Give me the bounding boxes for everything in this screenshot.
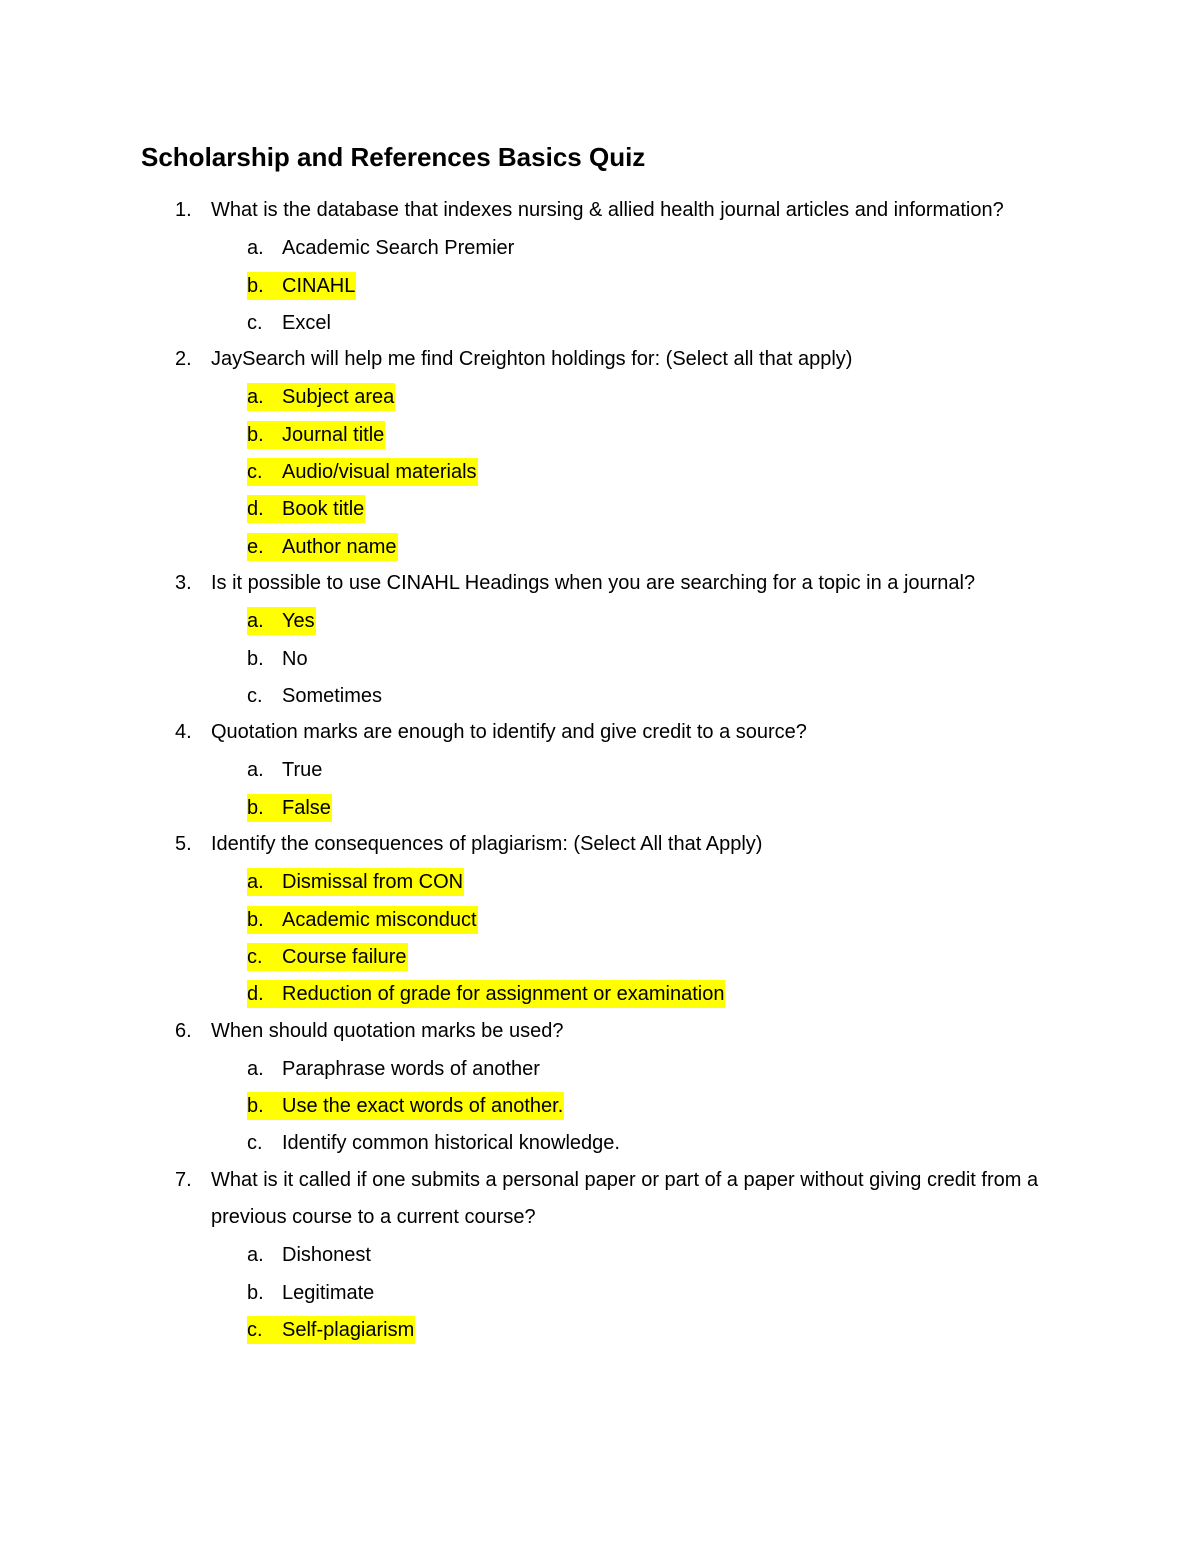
option-letter: a. (247, 871, 264, 894)
question-4 (0, 714, 1200, 826)
answer-option-highlighted (0, 490, 1200, 527)
question-5 (0, 826, 1200, 1012)
answer-option (0, 1050, 1200, 1087)
answer-option-highlighted (0, 863, 1200, 900)
option-text: Sometimes (282, 684, 383, 707)
question-prompt: JaySearch will help me find Creighton holdings for: (Select all that apply) (211, 348, 853, 371)
option-text: True (282, 759, 323, 782)
option-content (247, 1316, 415, 1344)
option-letter: b. (247, 274, 264, 297)
option-text: Book title (282, 498, 365, 521)
answer-option (0, 229, 1200, 266)
answer-option-highlighted (0, 975, 1200, 1012)
answer-option (0, 640, 1200, 677)
option-content (247, 682, 383, 710)
question-prompt: Is it possible to use CINAHL Headings when you are searching for a topic in a journal? (211, 571, 976, 594)
option-letter: b. (247, 423, 264, 446)
question-prompt: When should quotation marks be used? (211, 1019, 564, 1042)
option-letter: b. (247, 647, 264, 670)
option-content (247, 645, 309, 673)
option-text: Journal title (282, 423, 385, 446)
option-text: Author name (282, 535, 397, 558)
option-text: Reduction of grade for assignment or examination (282, 983, 725, 1006)
option-letter: a. (247, 237, 264, 260)
answer-options (0, 229, 1200, 341)
option-content (247, 309, 332, 337)
option-content (247, 1279, 375, 1307)
option-text: Legitimate (282, 1281, 375, 1304)
answer-options (0, 751, 1200, 826)
question-prompt: What is it called if one submits a personal paper or part of a paper without giving credit from a previous course to a current course? (211, 1168, 1039, 1229)
option-letter: b. (247, 908, 264, 931)
quiz-title: Scholarship and References Basics Quiz (141, 142, 646, 172)
option-content (247, 943, 408, 971)
option-text: Audio/visual materials (282, 461, 477, 484)
option-content (247, 906, 478, 934)
answer-option-highlighted (0, 1087, 1200, 1124)
option-text: Subject area (282, 386, 395, 409)
option-content (247, 1241, 372, 1269)
option-text: No (282, 647, 308, 670)
option-content (247, 1055, 541, 1083)
question-number: 1. (175, 199, 192, 221)
question-7 (0, 1162, 1200, 1348)
question-text (0, 565, 1051, 602)
option-text: Academic misconduct (282, 908, 477, 931)
answer-option (0, 677, 1200, 714)
option-content (247, 234, 515, 262)
answer-option (0, 1236, 1200, 1273)
question-1 (0, 192, 1200, 341)
option-text: Excel (282, 311, 331, 334)
option-text: Yes (282, 610, 315, 633)
option-text: Dismissal from CON (282, 871, 464, 894)
option-text: Use the exact words of another. (282, 1095, 564, 1118)
option-letter: a. (247, 610, 264, 633)
question-number: 6. (175, 1019, 192, 1042)
option-letter: a. (247, 1244, 264, 1267)
option-letter: b. (247, 1095, 264, 1118)
option-text: Course failure (282, 945, 407, 968)
option-letter: e. (247, 535, 264, 558)
question-text (0, 341, 1051, 378)
question-prompt: Quotation marks are enough to identify and give credit to a source? (211, 721, 807, 744)
option-content (247, 868, 464, 896)
answer-options (0, 602, 1200, 714)
option-content (247, 1092, 564, 1120)
answer-option-highlighted (0, 602, 1200, 639)
question-text (0, 714, 1051, 751)
option-letter: a. (247, 759, 264, 782)
option-letter: c. (247, 461, 263, 484)
option-content (247, 495, 365, 523)
question-number: 4. (175, 721, 192, 744)
option-content (247, 607, 316, 635)
option-content (247, 794, 332, 822)
answer-option-highlighted (0, 267, 1200, 304)
option-letter: b. (247, 796, 264, 819)
question-text (0, 826, 1051, 863)
answer-options (0, 378, 1200, 564)
option-text: Paraphrase words of another (282, 1057, 540, 1080)
question-prompt: Identify the consequences of plagiarism: (Select All that Apply) (211, 833, 763, 856)
option-content (247, 383, 395, 411)
option-letter: c. (247, 1132, 263, 1155)
question-prompt: What is the database that indexes nursing & allied health journal articles and information? (211, 199, 1004, 221)
question-number: 5. (175, 833, 192, 856)
answer-option-highlighted (0, 901, 1200, 938)
option-content (247, 980, 725, 1008)
question-text (0, 1162, 1051, 1237)
option-letter: d. (247, 498, 264, 521)
option-text: False (282, 796, 331, 819)
option-content (247, 421, 385, 449)
answer-option (0, 1124, 1200, 1161)
option-letter: c. (247, 1318, 263, 1341)
option-letter: a. (247, 1057, 264, 1080)
answer-option-highlighted (0, 453, 1200, 490)
answer-option (0, 304, 1200, 341)
option-content (247, 756, 323, 784)
answer-option-highlighted (0, 1311, 1200, 1348)
option-letter: b. (247, 1281, 264, 1304)
question-text (0, 1013, 1051, 1050)
answer-options (0, 863, 1200, 1012)
question-3 (0, 565, 1200, 714)
option-letter: a. (247, 386, 264, 409)
option-content (247, 533, 398, 561)
answer-option-highlighted (0, 416, 1200, 453)
question-2 (0, 341, 1200, 565)
option-text: Self-plagiarism (282, 1318, 415, 1341)
answer-option-highlighted (0, 789, 1200, 826)
option-content (247, 1129, 621, 1157)
option-text: Identify common historical knowledge. (282, 1132, 620, 1155)
question-number: 7. (175, 1168, 192, 1191)
option-text: Academic Search Premier (282, 237, 515, 260)
answer-option (0, 1274, 1200, 1311)
option-letter: c. (247, 945, 263, 968)
option-text: CINAHL (282, 274, 356, 297)
answer-options (0, 1236, 1200, 1348)
question-6 (0, 1013, 1200, 1162)
question-text (0, 192, 1051, 229)
option-letter: c. (247, 311, 263, 334)
option-content (247, 272, 356, 300)
question-number: 2. (175, 348, 192, 371)
question-number: 3. (175, 571, 192, 594)
answer-option-highlighted (0, 378, 1200, 415)
answer-option-highlighted (0, 528, 1200, 565)
option-letter: d. (247, 983, 264, 1006)
option-text: Dishonest (282, 1244, 371, 1267)
answer-option (0, 751, 1200, 788)
answer-options (0, 1050, 1200, 1162)
question-list (0, 192, 1200, 1348)
option-letter: c. (247, 684, 263, 707)
option-content (247, 458, 478, 486)
answer-option-highlighted (0, 938, 1200, 975)
